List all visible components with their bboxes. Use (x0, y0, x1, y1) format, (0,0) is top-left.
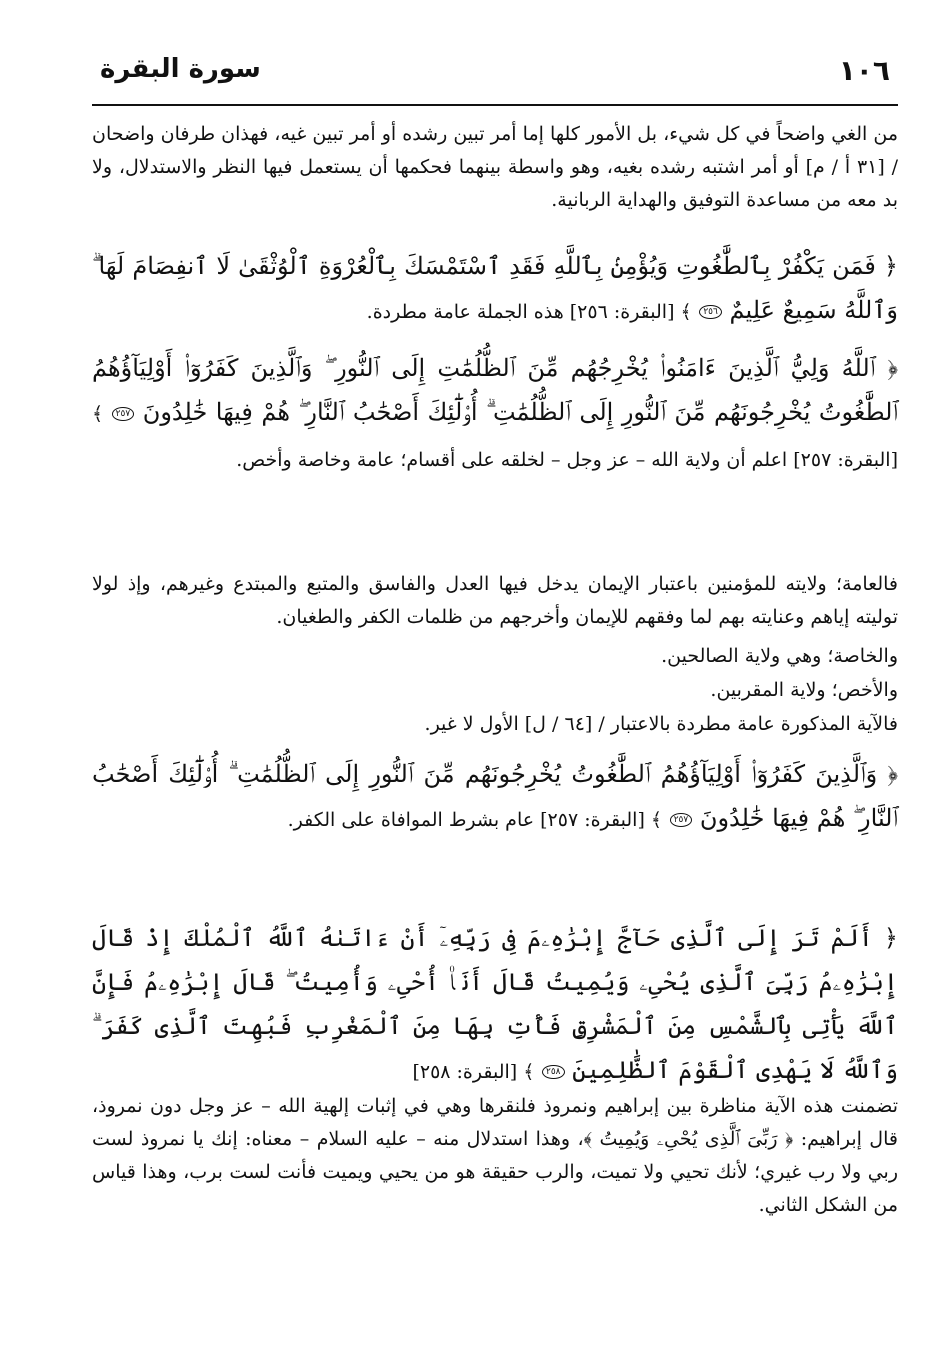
page-number: ١٠٦ (838, 54, 890, 87)
verse-commentary: ﴾ [البقرة: ٢٥٧] عام بشرط الموافاة على الكفر. (287, 809, 663, 831)
verse-commentary: ﴾ [البقرة: ٢٥٧] اعلم أن ولاية الله – عز وجل – لخلقه على أقسام؛ عامة وخاصة وأخص. (92, 403, 898, 471)
paragraph-special: والخاصة؛ وهي ولاية الصالحين. (661, 645, 898, 667)
paragraph-most-special: والأخص؛ ولاية المقربين. (710, 679, 898, 701)
verse-256 (92, 244, 898, 334)
ayah-number-icon: ٢٥٧ (670, 813, 693, 827)
surah-title: سورة البقرة (100, 54, 261, 84)
page-header (92, 50, 898, 98)
verse-reference: ﴾ [البقرة: ٢٥٨] (412, 1061, 535, 1083)
paragraph-debate: تضمنت هذه الآية مناظرة بين إبراهيم ونمروذ فلنقرها وهي في إثبات إلهية الله – عز وجل دون نمروذ، قال إبراهيم: ﴿ رَبِّىَ ٱلَّذِى يُحْىِۦ وَيُمِيتُ ﴾، وهذا استدلال منه – عليه السلام – معناه: إنك يا نمروذ لست ربي ولا رب غيري؛ لأنك تحيي ولا تميت، والرب حقيقة هو من يحيي ويميت فأنت لست برب، وهذا قياس من الشكل الثاني. (92, 1095, 898, 1216)
verse-text: ﴿ فَمَن يَكْفُرْ بِٱلطَّٰغُوتِ وَيُؤْمِنۢ بِٱللَّهِ فَقَدِ ٱسْتَمْسَكَ بِٱلْعُرْوَةِ ٱلْوُثْقَىٰ لَا ٱنفِصَامَ لَهَا ۗ وَٱللَّهُ سَمِيعٌ عَلِيمٌ (92, 252, 898, 324)
header-divider (92, 104, 898, 106)
paragraph-intro: من الغي واضحاً في كل شيء، بل الأمور كلها إما أمر تبين رشده أو أمر تبين غيه، فهذان طرفان واضحان / [٣١ أ / م] أو أمر اشتبه رشده بغيه، وهو واسطة بينهما فحكمها أن يستعمل فيها النظر والاستدلال، ولا بد معه من مساعدة التوفيق والهداية الربانية. (92, 123, 898, 211)
ayah-number-icon: ٢٥٧ (112, 407, 135, 421)
verse-text: ﴿ أَلَمْ تَرَ إِلَى ٱلَّذِى حَآجَّ إِبْرَٰهِۦمَ فِى رَبِّهِۦٓ أَنْ ءَاتَىٰهُ ٱللَّهُ ٱلْمُلْكَ إِذْ قَالَ إِبْرَٰهِۦمُ رَبِّىَ ٱلَّذِى يُحْىِۦ وَيُمِيتُ قَالَ أَنَا۠ أُحْىِۦ وَأُمِيتُ ۖ قَالَ إِبْرَٰهِۦمُ فَإِنَّ ٱللَّهَ يَأْتِى بِٱلشَّمْسِ مِنَ ٱلْمَشْرِقِ فَأْتِ بِهَا مِنَ ٱلْمَغْرِبِ فَبُهِتَ ٱلَّذِى كَفَرَ ۗ وَٱللَّهُ لَا يَهْدِى ٱلْقَوْمَ ٱلظَّٰلِمِينَ (92, 924, 898, 1084)
ayah-number-icon: ٢٥٨ (542, 1065, 565, 1079)
paragraph-conclusion: فالآية المذكورة عامة مطردة بالاعتبار / [٦٤ / ل] الأول لا غير. (424, 713, 898, 735)
verse-text: ﴿ ٱللَّهُ وَلِيُّ ٱلَّذِينَ ءَامَنُوا۟ يُخْرِجُهُم مِّنَ ٱلظُّلُمَٰتِ إِلَى ٱلنُّورِ ۖ وَٱلَّذِينَ كَفَرُوٓا۟ أَوْلِيَآؤُهُمُ ٱلطَّٰغُوتُ يُخْرِجُونَهُم مِّنَ ٱلنُّورِ إِلَى ٱلظُّلُمَٰتِ ۗ أُو۟لَٰٓئِكَ أَصْحَٰبُ ٱلنَّارِ ۖ هُمْ فِيهَا خَٰلِدُونَ (92, 354, 898, 426)
verse-258 (92, 916, 898, 1094)
verse-257-second (92, 752, 898, 842)
verse-commentary: ﴾ [البقرة: ٢٥٦] هذه الجملة عامة مطردة. (366, 301, 692, 323)
verse-257 (92, 346, 898, 482)
verse-text: ﴿ وَٱلَّذِينَ كَفَرُوٓا۟ أَوْلِيَآؤُهُمُ ٱلطَّٰغُوتُ يُخْرِجُونَهُم مِّنَ ٱلنُّورِ إِلَى ٱلظُّلُمَٰتِ ۗ أُو۟لَٰٓئِكَ أَصْحَٰبُ ٱلنَّارِ ۖ هُمْ فِيهَا خَٰلِدُونَ (92, 760, 898, 832)
ayah-number-icon: ٢٥٦ (699, 305, 722, 319)
paragraph-general: فالعامة؛ ولايته للمؤمنين باعتبار الإيمان يدخل فيها العدل والفاسق والمتبع والمبتدع وغيرهم، وإذ لولا توليته إياهم وعنايته بهم لما وفقهم للإيمان وأخرجهم من ظلمات الكفر والطغيان. (92, 573, 898, 628)
